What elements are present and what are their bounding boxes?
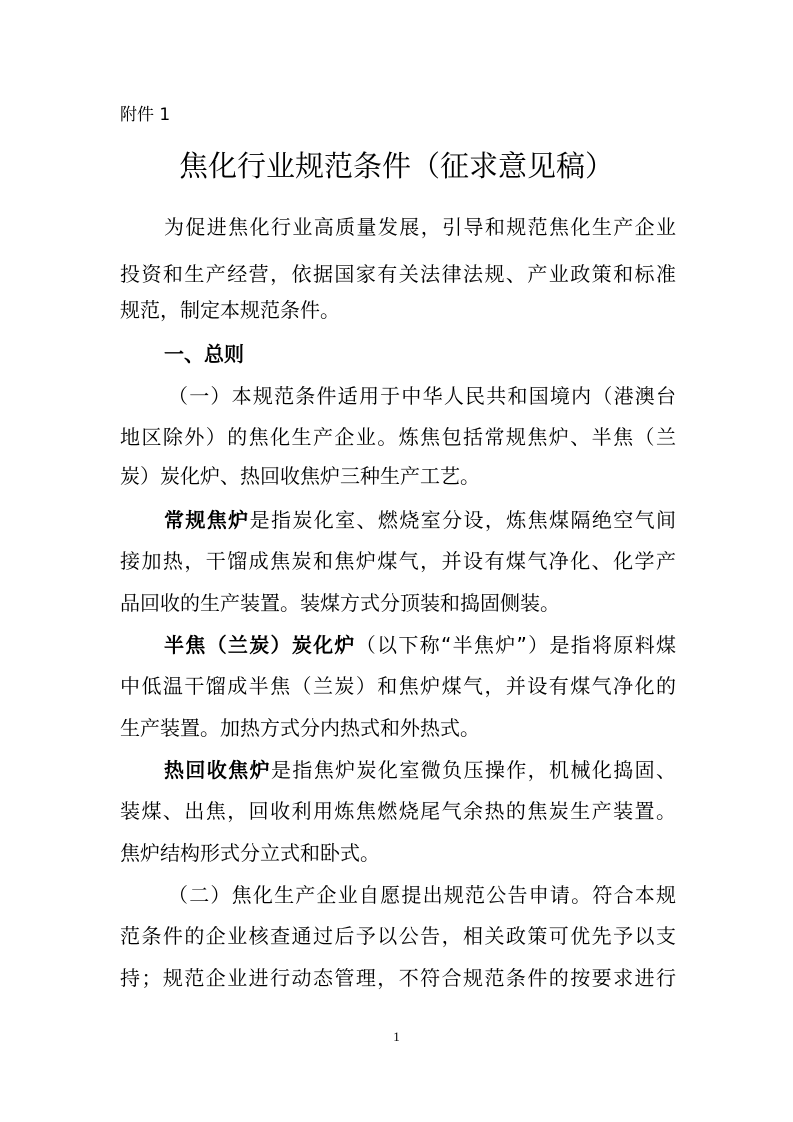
page-number: 1 [393,1029,400,1044]
semicoke-oven-term: 半焦（兰炭）炭化炉 [164,633,356,657]
conventional-oven-line: 接加热，干馏成焦炭和焦炉煤气，并设有煤气净化、化学产 [120,549,676,573]
heat-recovery-oven-definition: 是指焦炉炭化室微负压操作，机械化捣固、 [270,758,676,782]
semicoke-oven-line [120,632,676,658]
intro-paragraph-line: 为促进焦化行业高质量发展，引导和规范焦化生产企业 [164,215,676,239]
clause-2-line: 持；规范企业进行动态管理，不符合规范条件的按要求进行 [120,966,676,990]
section-heading: 一、总则 [164,342,244,366]
conventional-oven-definition: 是指炭化室、燃烧室分设，炼焦煤隔绝空气间 [249,508,676,532]
heat-recovery-oven-line: 焦炉结构形式分立式和卧式。 [120,841,380,865]
conventional-oven-line [120,507,676,533]
conventional-oven-line: 品回收的生产装置。装煤方式分顶装和捣固侧装。 [120,591,560,615]
attachment-label: 附件 1 [120,105,171,125]
heat-recovery-oven-term: 热回收焦炉 [164,758,271,782]
clause-1-line: 炭）炭化炉、热回收焦炉三种生产工艺。 [120,464,480,488]
clause-1-line: （一）本规范条件适用于中华人民共和国境内（港澳台 [168,384,676,408]
conventional-oven-term: 常规焦炉 [164,508,250,532]
semicoke-oven-definition: （以下称“半焦炉”）是指将原料煤 [355,633,676,657]
semicoke-oven-line: 生产装置。加热方式分内热式和外热式。 [120,716,480,740]
clause-1-line: 地区除外）的焦化生产企业。炼焦包括常规焦炉、半焦（兰 [120,425,676,449]
semicoke-oven-line: 中低温干馏成半焦（兰炭）和焦炉煤气，并设有煤气净化的 [120,674,676,698]
clause-2-line: （二）焦化生产企业自愿提出规范公告申请。符合本规 [168,883,676,907]
intro-paragraph-line: 投资和生产经营，依据国家有关法律法规、产业政策和标准 [120,262,676,286]
heat-recovery-oven-line [120,757,676,783]
clause-2-line: 范条件的企业核查通过后予以公告，相关政策可优先予以支 [120,924,676,948]
heat-recovery-oven-line: 装煤、出焦，回收利用炼焦燃烧尾气余热的焦炭生产装置。 [120,799,676,823]
intro-paragraph-line: 规范，制定本规范条件。 [120,298,340,322]
document-title: 焦化行业规范条件（征求意见稿） [178,149,614,183]
